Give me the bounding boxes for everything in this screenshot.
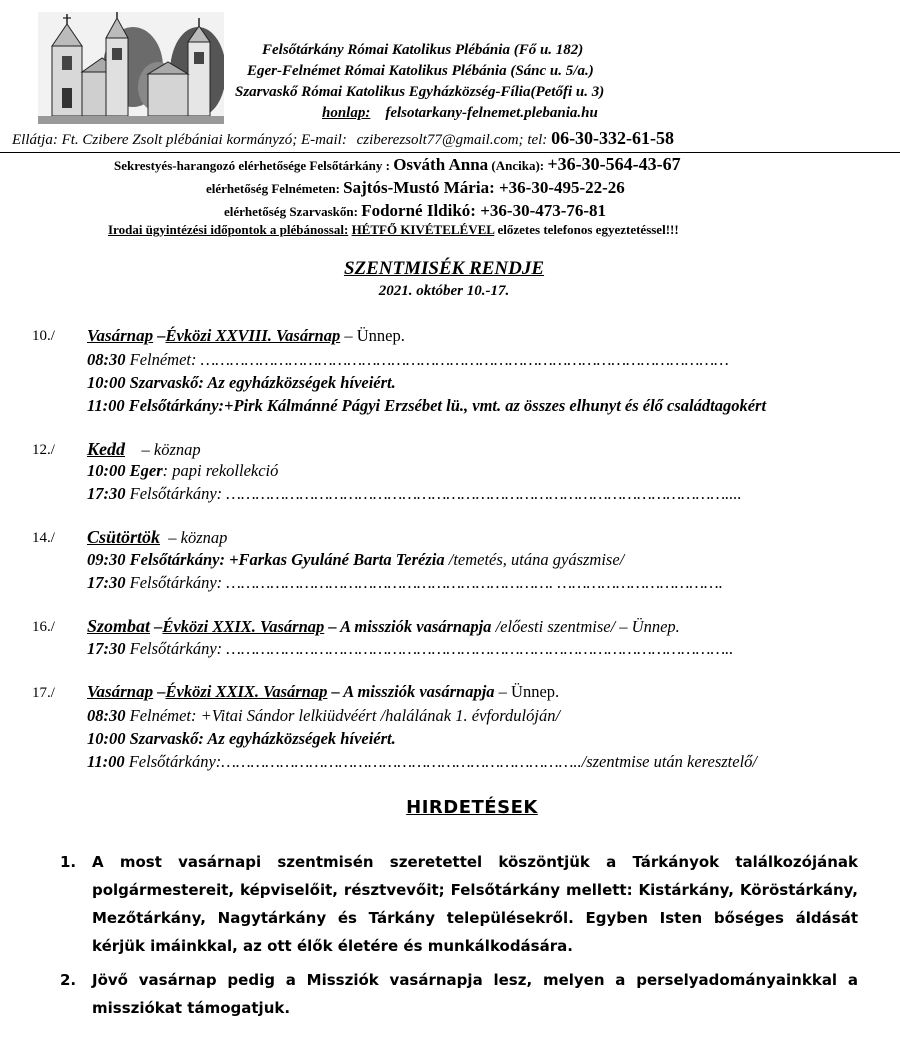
felnemet-label: elérhetőség Felnémeten: (206, 181, 340, 196)
date-range: 2021. október 10.-17. (378, 283, 510, 299)
announcement-item (50, 966, 858, 1022)
header-line-2: Eger-Felnémet Római Katolikus Plébánia (Sánc u. 5/a.) (247, 63, 594, 79)
day-heading: Szombat –Évközi XXIX. Vasárnap – A missziók vasárnapja /előesti szentmise/ – Ünnep. (87, 616, 680, 636)
announcements-list (50, 848, 858, 1028)
tel-number: 06-30-332-61-58 (551, 128, 675, 148)
mass-line: 10:00 Szarvaskő: Az egyházközségek híveiért. (87, 729, 396, 748)
feast-name: Évközi XXIX. Vasárnap (162, 617, 325, 636)
announcement-item (50, 848, 858, 960)
mass-line: 10:00 Eger: papi rekollekció (87, 461, 279, 480)
service-prefix: Ellátja: Ft. Czibere Zsolt plébániai kormányzó; E-mail: (12, 132, 347, 148)
mass-line: 09:30 Felsőtárkány: +Farkas Gyuláné Barta Terézia /temetés, utána gyászmise/ (87, 550, 625, 569)
felnemet-value: Sajtós-Mustó Mária: +36-30-495-22-26 (343, 178, 625, 197)
day-name: Kedd (87, 439, 125, 459)
contact-sacristan (114, 154, 681, 175)
email[interactable]: cziberezsolt77@gmail.com; (356, 132, 524, 148)
contact-szarvasko (224, 201, 606, 221)
szarvasko-value: Fodorné Ildikó: +36-30-473-76-81 (361, 201, 607, 220)
tel-label: tel: (527, 132, 548, 148)
header-divider (0, 152, 900, 153)
office-label: Irodai ügyintézési időpontok a plébánossal: (108, 222, 349, 237)
day-heading: Vasárnap –Évközi XXVIII. Vasárnap – Ünnep. (87, 326, 405, 345)
announcement-number: 2. (60, 971, 77, 989)
office-except: HÉTFŐ KIVÉTELÉVEL (351, 222, 495, 237)
szarvasko-label: elérhetőség Szarvaskőn: (224, 204, 358, 219)
header-line-3: Szarvaskő Római Katolikus Egyházközség-Fília(Petőfi u. 3) (235, 84, 605, 100)
mass-line: 08:30 Felnémet: ……………………………………………………………………………………………… (87, 350, 729, 369)
feast-name: Évközi XXVIII. Vasárnap (165, 326, 341, 345)
day-heading: Csütörtök – köznap (87, 527, 228, 547)
mass-line: 10:00 Szarvaskő: Az egyházközségek híveiért. (87, 373, 396, 392)
day-name: Vasárnap (87, 682, 154, 701)
announcement-text: A most vasárnapi szentmisén szeretettel köszöntjük a Tárkányok találkozójának polgármestereit, képviselőit, résztvevőit; Felsőtárkány mellett: Kistárkány, Köröstárkány, Mezőtárkány, Nagytárkány és Tárkány településekről. Egyben Isten bőséges áldását kérjük imáinkkal, az ott élők életére és munkálkodására. (92, 853, 858, 955)
mass-line: 17:30 Felsőtárkány: ………………………………………………………………………………………….. (87, 639, 734, 658)
header-line-1: Felsőtárkány Római Katolikus Plébánia (Fő u. 182) (262, 42, 584, 58)
day-heading: Vasárnap –Évközi XXIX. Vasárnap – A missziók vasárnapja – Ünnep. (87, 682, 560, 701)
day-name: Csütörtök (87, 527, 161, 547)
contact-felnemet (206, 178, 625, 198)
office-rest: előzetes telefonos egyeztetéssel!!! (497, 222, 679, 237)
announcement-number: 1. (60, 853, 77, 871)
homepage-line (322, 105, 598, 122)
day-number: 10./ (32, 328, 55, 344)
sacristan-phone: +36-30-564-43-67 (547, 154, 681, 174)
day-name: Vasárnap (87, 326, 154, 345)
day-number: 12./ (32, 442, 55, 458)
day-heading: Kedd – köznap (87, 439, 201, 459)
sacristan-nick: (Ancika): (491, 158, 545, 173)
office-hours (108, 222, 679, 238)
service-line (12, 128, 674, 149)
mass-line: 08:30 Felnémet: +Vitai Sándor lelkiüdvéért /halálának 1. évfordulóján/ (87, 706, 561, 725)
homepage-url[interactable]: felsotarkany-felnemet.plebania.hu (385, 105, 598, 121)
mass-line: 11:00 Felsőtárkány:………………………………………………………………../szentmise után keresztelő/ (87, 752, 757, 771)
sacristan-label: Sekrestyés-harangozó elérhetősége Felsőtárkány : (114, 158, 390, 173)
homepage-label: honlap: (322, 105, 371, 121)
announcements-title: HIRDETÉSEK (406, 797, 538, 818)
day-name: Szombat (87, 616, 151, 636)
day-number: 17./ (32, 685, 55, 701)
sacristan-name: Osváth Anna (393, 155, 489, 174)
page-title: SZENTMISÉK RENDJE (343, 258, 545, 279)
day-number: 16./ (32, 619, 55, 635)
church-illustration (38, 12, 224, 124)
day-number: 14./ (32, 530, 55, 546)
mass-line: 17:30 Felsőtárkány: ………………………………………………………………………………………….... (87, 484, 742, 503)
mass-line: 11:00 Felsőtárkány:+Pirk Kálmánné Págyi Erzsébet lü., vmt. az összes elhunyt és élő családtagokért (87, 396, 767, 415)
feast-name: Évközi XXIX. Vasárnap (165, 682, 328, 701)
mass-line: 17:30 Felsőtárkány: …………………………………………………………. ……………………………. (87, 573, 723, 592)
announcement-text: Jövő vasárnap pedig a Missziók vasárnapja lesz, melyen a perselyadományainkkal a missziókat támogatjuk. (92, 971, 858, 1017)
